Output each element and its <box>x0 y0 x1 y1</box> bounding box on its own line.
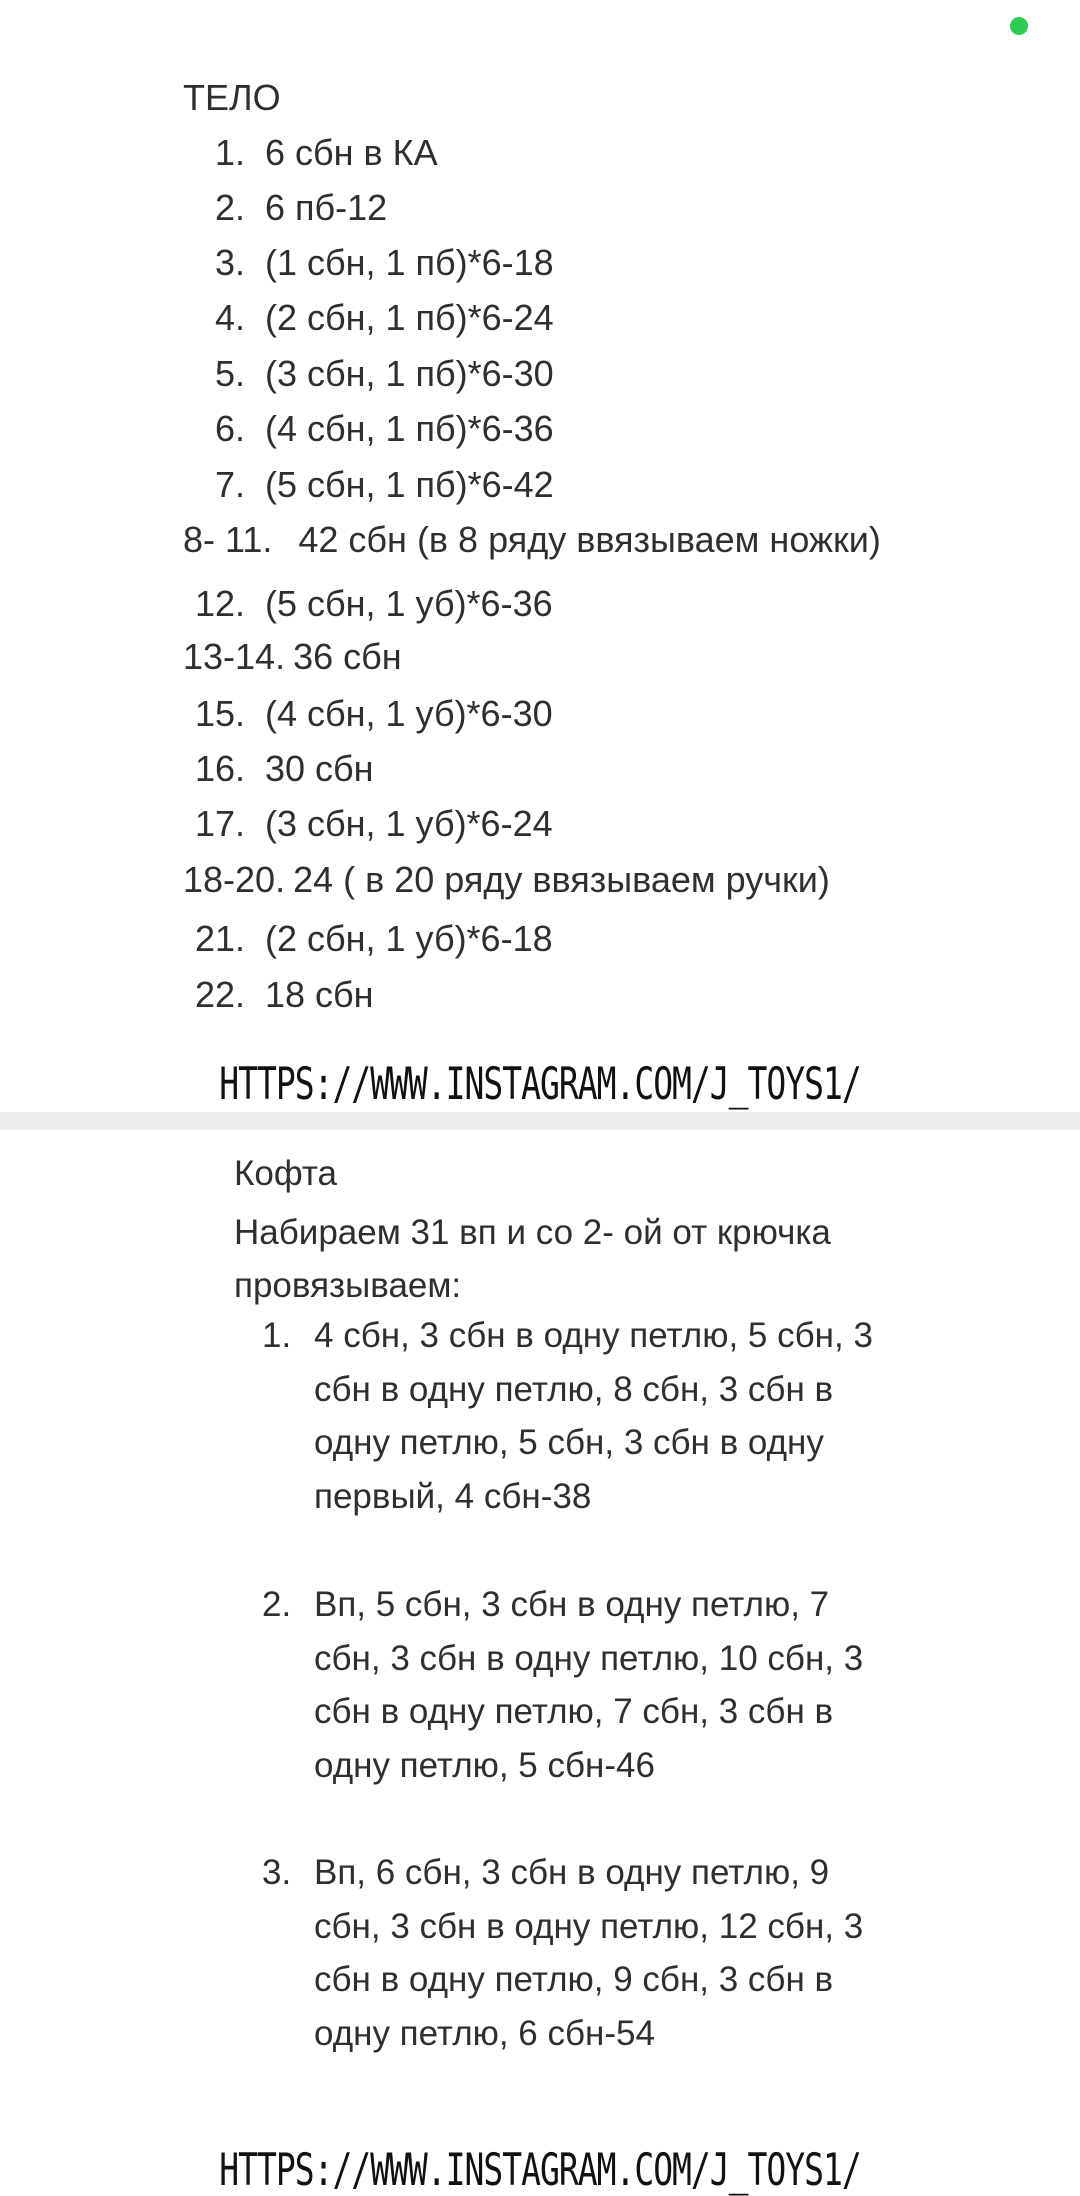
row-text: (2 сбн, 1 пб)*6-24 <box>265 297 554 338</box>
row-number: 1. <box>214 132 245 173</box>
pattern-row <box>183 518 881 562</box>
row-text: (3 сбн, 1 уб)*6-24 <box>265 803 553 844</box>
pattern-row <box>183 747 374 791</box>
pattern-row <box>183 917 553 961</box>
pattern-row <box>183 352 554 396</box>
row-text: 30 сбн <box>265 748 374 789</box>
step-text: Вп, 5 сбн, 3 сбн в одну петлю, 7 сбн, 3 сбн в одну петлю, 10 сбн, 3 сбн в одну петлю, 7 сбн, 3 сбн в одну петлю, 5 сбн-46 <box>314 1585 864 1785</box>
row-text: (4 сбн, 1 пб)*6-36 <box>265 408 554 449</box>
row-text: 6 сбн в КА <box>265 132 438 173</box>
pattern-row <box>183 131 438 175</box>
pattern-row <box>183 186 387 230</box>
row-text: 18 сбн <box>265 974 374 1015</box>
row-number: 8- 11. <box>183 519 273 560</box>
row-text: (1 сбн, 1 пб)*6-18 <box>265 242 554 283</box>
row-number: 3. <box>214 242 245 283</box>
row-number: 16. <box>194 748 245 789</box>
section-title-body: ТЕЛО <box>183 77 281 118</box>
pattern-row <box>183 241 554 285</box>
row-text: (2 сбн, 1 уб)*6-18 <box>265 918 553 959</box>
row-number: 7. <box>214 464 245 505</box>
step-text: 4 сбн, 3 сбн в одну петлю, 5 сбн, 3 сбн в одну петлю, 8 сбн, 3 сбн в одну петлю, 5 сбн, 3 сбн в одну первый, 4 сбн-38 <box>314 1316 873 1516</box>
status-dot-icon <box>1010 17 1028 35</box>
row-text: 24 ( в 20 ряду ввязываем ручки) <box>293 859 830 900</box>
row-text: (5 сбн, 1 уб)*6-36 <box>265 583 553 624</box>
section-divider <box>0 1112 1080 1130</box>
pattern-row <box>183 858 830 902</box>
instagram-watermark: HTTPS://WWW.INSTAGRAM.COM/J_TOYS1/ <box>219 1057 861 1110</box>
pattern-row <box>183 973 374 1017</box>
pattern-row <box>183 802 553 846</box>
step-number: 3. <box>262 1853 292 1892</box>
row-text: 42 сбн (в 8 ряду ввязываем ножки) <box>298 519 881 560</box>
row-number: 15. <box>194 693 245 734</box>
pattern-row <box>183 635 402 679</box>
pattern-row <box>183 582 553 626</box>
pattern-row <box>183 296 554 340</box>
row-number: 5. <box>214 353 245 394</box>
pattern-row <box>183 463 554 507</box>
row-number: 4. <box>214 297 245 338</box>
sweater-intro: Набираем 31 вп и со 2- ой от крючка провязываем: <box>234 1213 831 1305</box>
row-number: 6. <box>214 408 245 449</box>
row-text: 6 пб-12 <box>265 187 388 228</box>
row-text: (5 сбн, 1 пб)*6-42 <box>265 464 554 505</box>
row-number: 22. <box>194 974 245 1015</box>
row-number: 17. <box>194 803 245 844</box>
row-number: 13-14. <box>183 636 286 677</box>
row-number: 2. <box>214 187 245 228</box>
row-text: (3 сбн, 1 пб)*6-30 <box>265 353 554 394</box>
row-text: (4 сбн, 1 уб)*6-30 <box>265 693 553 734</box>
row-number: 21. <box>194 918 245 959</box>
pattern-row <box>183 407 554 451</box>
section-title-sweater: Кофта <box>234 1154 337 1193</box>
row-text: 36 сбн <box>293 636 402 677</box>
step-number: 2. <box>262 1585 292 1624</box>
row-number: 12. <box>194 583 245 624</box>
instagram-watermark: HTTPS://WWW.INSTAGRAM.COM/J_TOYS1/ <box>219 2143 861 2196</box>
step-text: Вп, 6 сбн, 3 сбн в одну петлю, 9 сбн, 3 сбн в одну петлю, 12 сбн, 3 сбн в одну петлю, 9 сбн, 3 сбн в одну петлю, 6 сбн-54 <box>314 1853 864 2053</box>
pattern-row <box>183 692 553 736</box>
step-number: 1. <box>262 1316 292 1355</box>
row-number: 18-20. <box>183 859 286 900</box>
